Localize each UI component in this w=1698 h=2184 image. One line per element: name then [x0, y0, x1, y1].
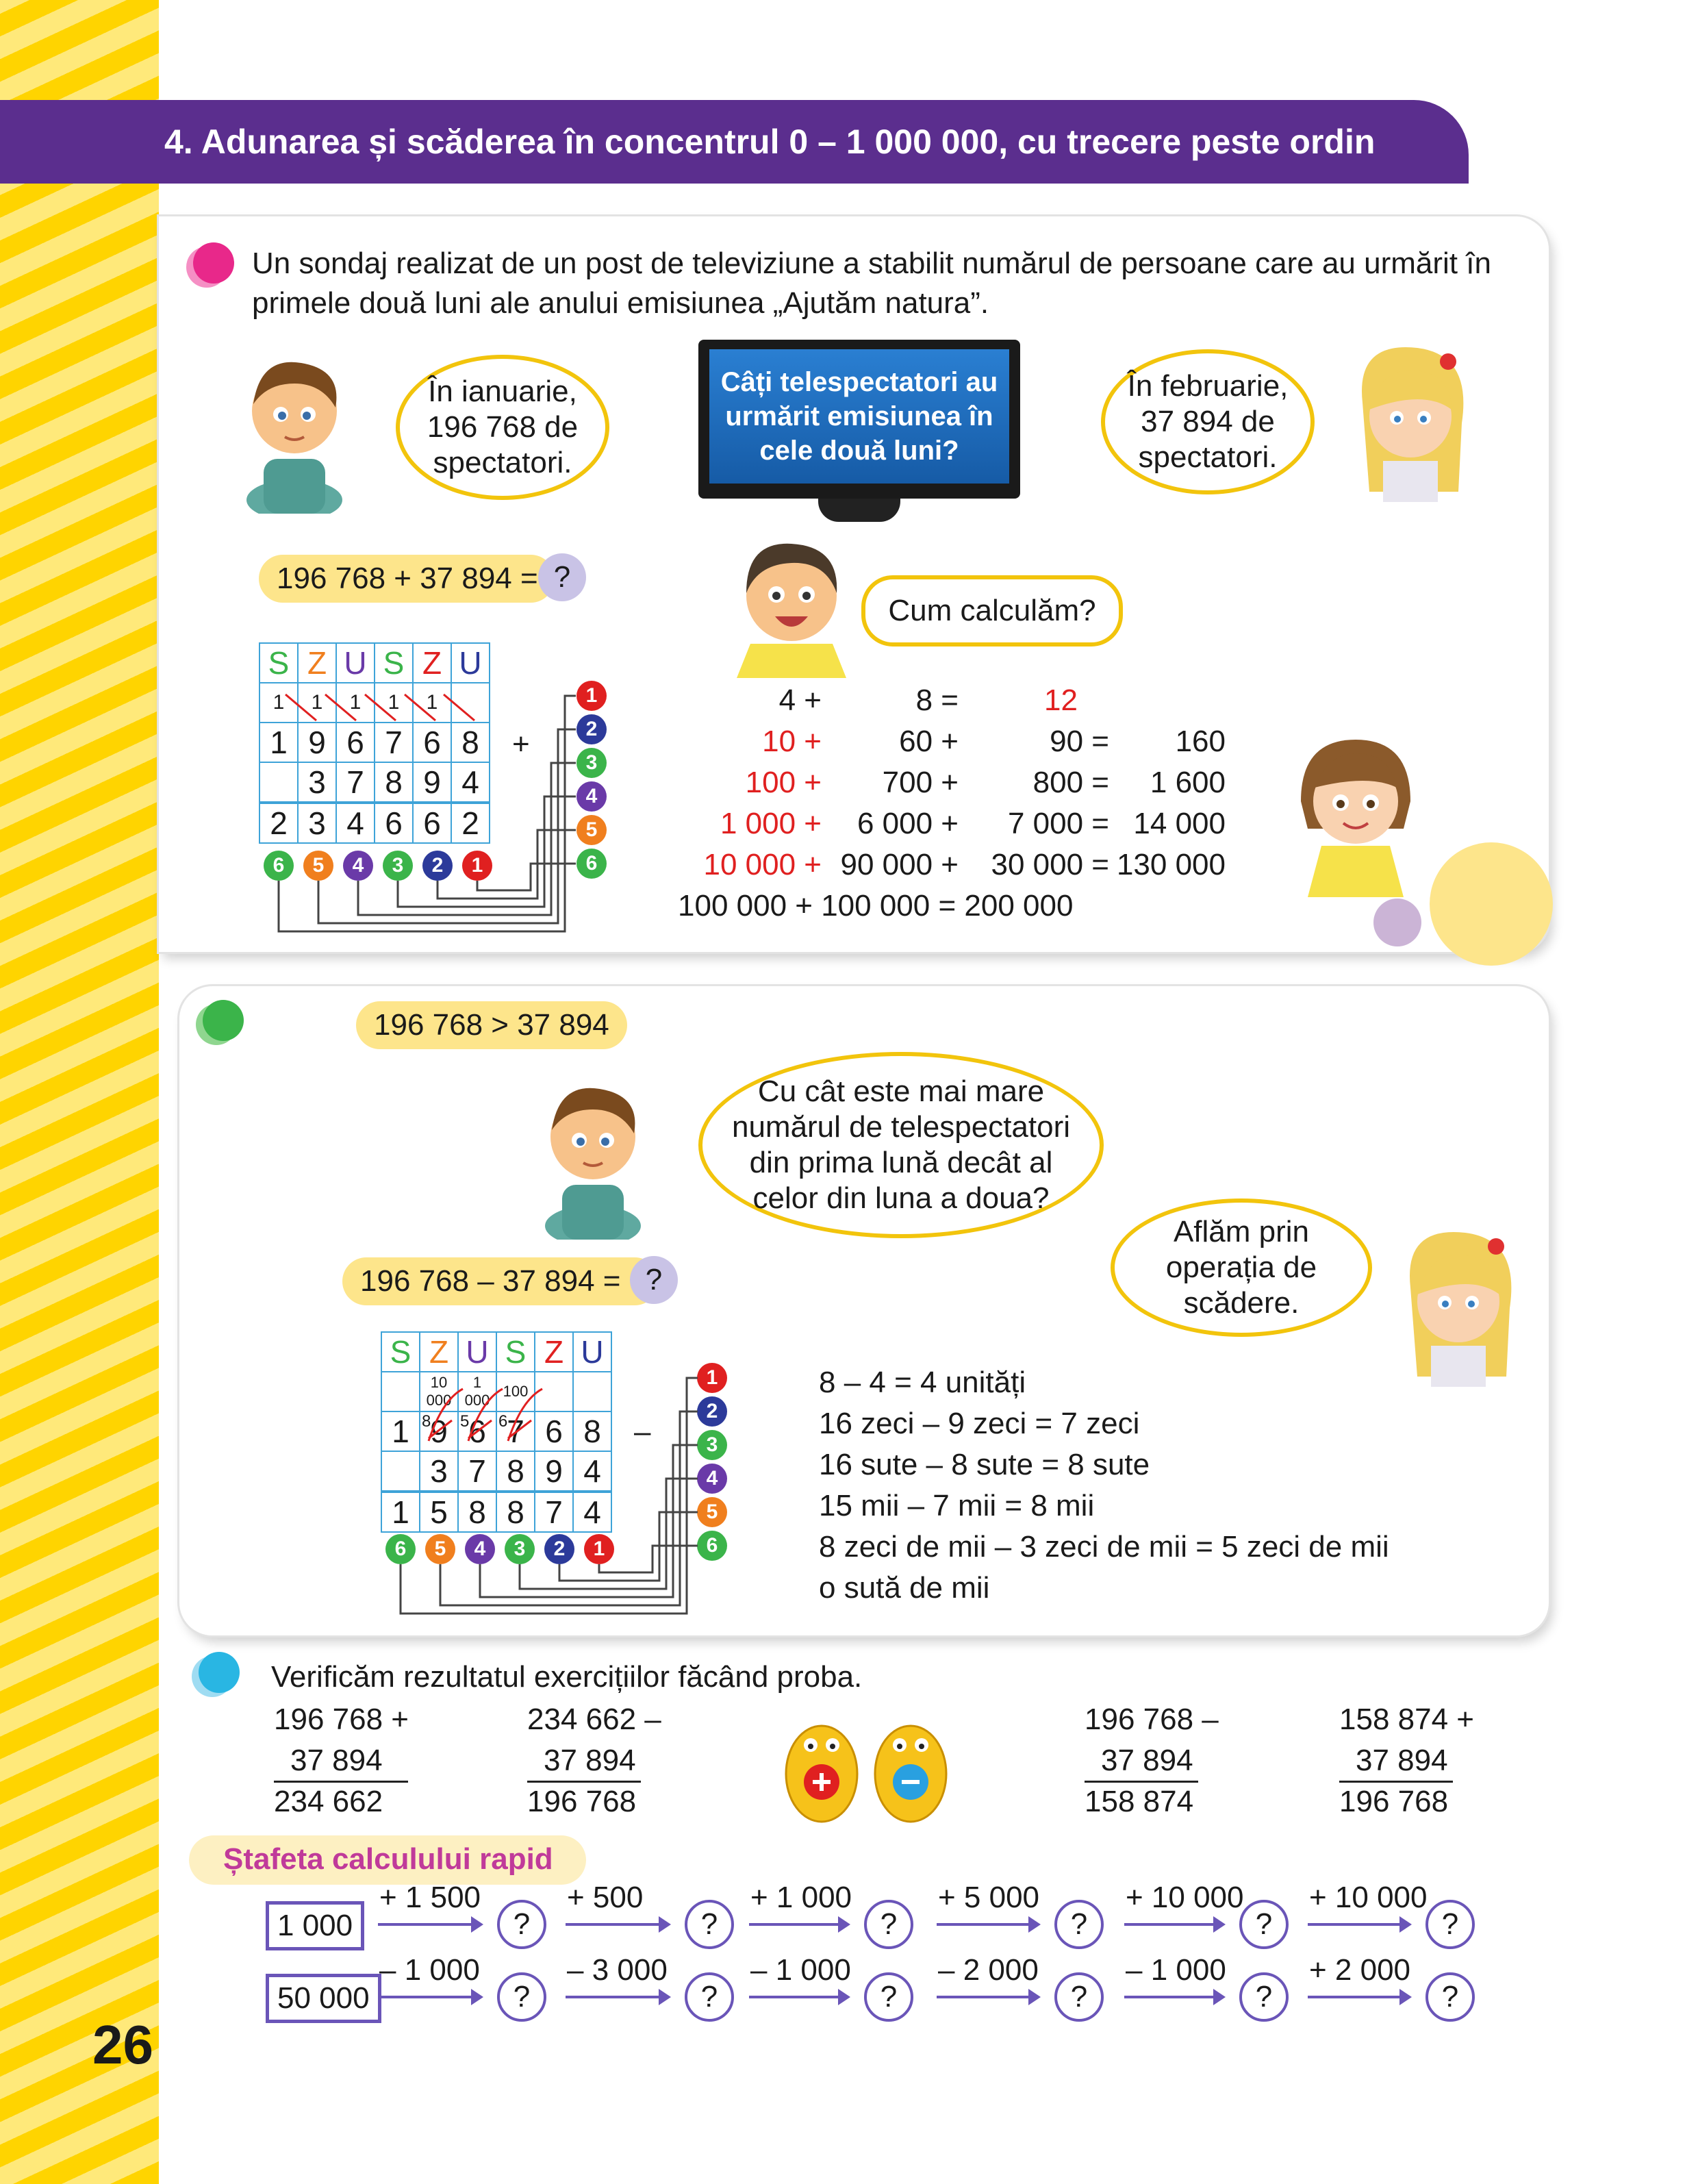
relay-minus-arrow — [566, 1996, 668, 1998]
relay-minus-arrow — [1308, 1996, 1409, 1998]
relay-minus-arrow — [749, 1996, 848, 1998]
step-6: o sută de mii — [819, 1571, 990, 1605]
relay-minus-op-label: + 2 000 — [1309, 1953, 1411, 1987]
relay-plus-arrow — [1308, 1923, 1409, 1926]
order-bottom-2: 2 — [422, 851, 453, 881]
relay-minus-arrow — [937, 1996, 1038, 1998]
girl-blonde-illustration-2 — [1390, 1219, 1527, 1390]
page-number: 26 — [92, 2014, 153, 2075]
comparison-expression: 196 768 > 37 894 — [356, 1001, 627, 1049]
step-1: 8 – 4 = 4 unități — [819, 1366, 1026, 1399]
grid-first-term-row: 1 9 6 7 6 8 — [259, 723, 490, 762]
relay-plus-op-label: + 10 000 — [1126, 1881, 1244, 1914]
order-bottom-6b: 6 — [385, 1534, 416, 1564]
unknown-result-circle: ? — [538, 553, 586, 601]
order-bottom-4: 4 — [343, 851, 373, 881]
grid-header-row: S Z U S Z U — [381, 1332, 611, 1372]
relay-minus-answer-circle[interactable]: ? — [497, 1972, 546, 2022]
connector-lines-2 — [396, 1374, 711, 1620]
boy-smiling-illustration — [730, 527, 853, 678]
order-right-1b: 1 — [697, 1363, 727, 1393]
plus-sign: + — [512, 727, 530, 761]
relay-minus-op-label: – 1 000 — [379, 1953, 480, 1987]
lilac-circle-decoration — [1373, 899, 1421, 946]
order-bottom-3: 3 — [383, 851, 413, 881]
relay-minus-answer-circle[interactable]: ? — [1054, 1972, 1104, 2022]
intro-line-2: primele două luni ale anului emisiunea „Ajutăm natura”. — [252, 286, 989, 320]
tv-stand — [818, 499, 900, 522]
page-title: 4. Adunarea și scăderea în concentrul 0 – 1 000 000, cu trecere peste ordin — [164, 123, 1376, 161]
girl-answer-bubble: Aflăm prin operația de scădere. — [1111, 1198, 1372, 1337]
relay-plus-arrow — [937, 1923, 1038, 1926]
relay-minus-start-box: 50 000 — [266, 1974, 381, 2023]
plus-minus-mascots-illustration — [753, 1705, 986, 1829]
addition-expression: 196 768 + 37 894 = — [259, 555, 555, 603]
relay-plus-op-label: + 1 500 — [379, 1881, 481, 1914]
order-bottom-4b: 4 — [465, 1534, 495, 1564]
step-2: 16 zeci – 9 zeci = 7 zeci — [819, 1407, 1140, 1440]
relay-plus-answer-circle[interactable]: ? — [1239, 1900, 1289, 1949]
unknown-difference-circle: ? — [630, 1256, 678, 1304]
step-4: 15 mii – 7 mii = 8 mii — [819, 1489, 1095, 1522]
relay-minus-answer-circle[interactable]: ? — [1425, 1972, 1475, 2022]
relay-minus-op-label: – 2 000 — [938, 1953, 1039, 1987]
order-right-5b: 5 — [697, 1497, 727, 1527]
green-bullet-icon — [203, 1000, 244, 1041]
order-bottom-6: 6 — [264, 851, 294, 881]
grid-header-row: S Z U S Z U — [259, 643, 490, 683]
order-right-3b: 3 — [697, 1430, 727, 1460]
connector-lines-1 — [274, 692, 589, 938]
relay-plus-op-label: + 500 — [567, 1881, 644, 1914]
relay-plus-answer-circle[interactable]: ? — [685, 1900, 734, 1949]
grid-subtrahend-row: 3 7 8 9 4 — [381, 1451, 611, 1492]
grid-minuend-row: 1 8 9 5 6 6 7 6 8 — [381, 1411, 611, 1451]
boy-question-bubble: Cu cât este mai mare numărul de telespectatori din prima lună decât al celor din luna a doua? — [698, 1052, 1104, 1238]
order-right-6b: 6 — [697, 1531, 727, 1561]
order-bottom-1: 1 — [462, 851, 492, 881]
order-bottom-3b: 3 — [505, 1534, 535, 1564]
order-bottom-5b: 5 — [425, 1534, 455, 1564]
relay-title: Ștafeta calculului rapid — [223, 1842, 553, 1876]
title-bar — [0, 100, 1469, 184]
minus-sign: – — [634, 1415, 651, 1448]
relay-plus-answer-circle[interactable]: ? — [1054, 1900, 1104, 1949]
boy-january-bubble: În ianuarie, 196 768 de spectatori. — [396, 355, 609, 500]
relay-plus-op-label: + 1 000 — [750, 1881, 852, 1914]
order-right-2b: 2 — [697, 1396, 727, 1427]
relay-minus-answer-circle[interactable]: ? — [685, 1972, 734, 2022]
order-right-1: 1 — [576, 681, 607, 711]
relay-plus-arrow — [566, 1923, 668, 1926]
order-right-4: 4 — [576, 781, 607, 812]
relay-plus-start-box: 1 000 — [266, 1901, 364, 1950]
verification-intro: Verificăm rezultatul exercițiilor făcând proba. — [271, 1660, 863, 1694]
relay-minus-op-label: – 1 000 — [750, 1953, 851, 1987]
calc-row-6: 100 000 + 100 000 = 200 000 — [678, 889, 1074, 922]
relay-plus-arrow — [1124, 1923, 1223, 1926]
pink-bullet-icon — [193, 242, 234, 284]
cyan-bullet-icon — [199, 1652, 240, 1693]
relay-plus-answer-circle[interactable]: ? — [1425, 1900, 1475, 1949]
yellow-circle-decoration — [1430, 842, 1553, 966]
grid-carry-row: 1 1 1 1 1 — [259, 683, 490, 723]
grid-result-row: 2 3 4 6 6 2 — [259, 803, 490, 843]
girl-february-bubble: În februarie, 37 894 de spectatori. — [1101, 349, 1315, 494]
intro-line-1: Un sondaj realizat de un post de televiziune a stabilit numărul de persoane care au urmărit în — [252, 247, 1491, 280]
boy-thinking-illustration — [240, 342, 349, 514]
grid-borrow-row: 10 000 1 000 100 — [381, 1372, 611, 1411]
tv-screen-question: Câți telespectatori au urmărit emisiunea în cele două luni? — [709, 349, 1009, 484]
relay-minus-answer-circle[interactable]: ? — [864, 1972, 913, 2022]
relay-minus-answer-circle[interactable]: ? — [1239, 1972, 1289, 2022]
relay-plus-op-label: + 10 000 — [1309, 1881, 1428, 1914]
relay-minus-arrow — [1124, 1996, 1223, 1998]
order-right-2: 2 — [576, 714, 607, 744]
relay-plus-answer-circle[interactable]: ? — [497, 1900, 546, 1949]
order-right-4b: 4 — [697, 1464, 727, 1494]
how-calculate-bubble: Cum calculăm? — [861, 575, 1123, 647]
grid-result-row: 1 5 8 8 7 4 — [381, 1492, 611, 1532]
left-stripe-decoration — [0, 0, 159, 2184]
subtraction-expression: 196 768 – 37 894 = — [342, 1257, 659, 1305]
girl-brown-hair-illustration — [1287, 726, 1424, 897]
step-3: 16 sute – 8 sute = 8 sute — [819, 1448, 1150, 1481]
girl-blonde-illustration — [1342, 334, 1479, 505]
grid-second-term-row: 3 7 8 9 4 — [259, 762, 490, 803]
order-bottom-5: 5 — [303, 851, 333, 881]
relay-minus-arrow — [378, 1996, 481, 1998]
order-right-5: 5 — [576, 815, 607, 845]
relay-minus-op-label: – 3 000 — [567, 1953, 668, 1987]
order-bottom-1b: 1 — [584, 1534, 614, 1564]
order-right-6: 6 — [576, 849, 607, 879]
boy-thinking-illustration-2 — [538, 1068, 648, 1240]
relay-plus-op-label: + 5 000 — [938, 1881, 1040, 1914]
relay-plus-answer-circle[interactable]: ? — [864, 1900, 913, 1949]
relay-plus-arrow — [749, 1923, 848, 1926]
order-bottom-2b: 2 — [544, 1534, 574, 1564]
step-5: 8 zeci de mii – 3 zeci de mii = 5 zeci de mii — [819, 1530, 1389, 1564]
relay-plus-arrow — [378, 1923, 481, 1926]
relay-minus-op-label: – 1 000 — [1126, 1953, 1226, 1987]
order-right-3: 3 — [576, 748, 607, 778]
